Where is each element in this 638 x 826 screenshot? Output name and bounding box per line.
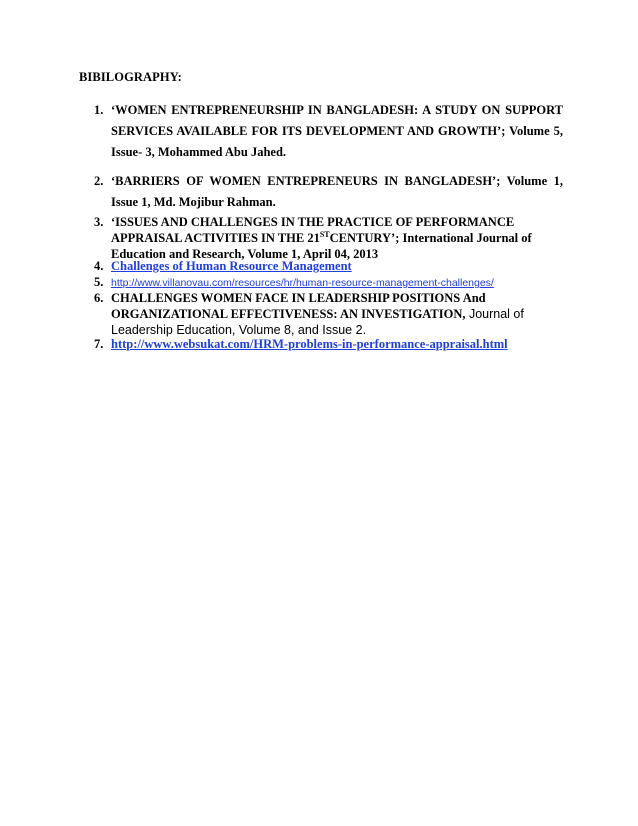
- reference-line: SERVICES AVAILABLE FOR ITS DEVELOPMENT AND GROWTH’; Volume 5,: [111, 124, 563, 138]
- reference-line: Issue 1, Md. Mojibur Rahman.: [111, 195, 276, 209]
- reference-number: 1.: [94, 103, 104, 117]
- reference-line-part: APPRAISAL ACTIVITIES IN THE 21: [111, 231, 320, 245]
- reference-item-2: [94, 173, 564, 213]
- reference-item-5: [94, 274, 564, 290]
- reference-line-part: CENTURY’; International Journal of: [329, 231, 532, 245]
- reference-number: 7.: [94, 337, 104, 351]
- reference-item-1: [94, 102, 564, 162]
- reference-line: [111, 230, 541, 246]
- reference-item-6: [94, 290, 564, 338]
- reference-link[interactable]: http://www.villanovau.com/resources/hr/human-resource-management-challenges/: [111, 277, 494, 289]
- reference-number: 5.: [94, 275, 104, 289]
- reference-text: [111, 173, 563, 210]
- reference-number: 3.: [94, 215, 104, 229]
- reference-line-part: ORGANIZATIONAL EFFECTIVENESS: AN INVESTIGATION,: [111, 307, 466, 321]
- reference-line: [111, 306, 563, 322]
- superscript: ST: [319, 230, 330, 239]
- reference-text: [111, 336, 563, 352]
- bibliography-heading: BIBILOGRAPHY:: [79, 70, 182, 84]
- reference-text: [111, 290, 563, 338]
- reference-text: [111, 258, 563, 274]
- reference-line: Leadership Education, Volume 8, and Issue 2.: [111, 323, 367, 337]
- reference-line-part: Journal of: [465, 307, 524, 321]
- reference-line: Issue- 3, Mohammed Abu Jahed.: [111, 145, 287, 159]
- reference-link[interactable]: Challenges of Human Resource Management: [111, 259, 352, 273]
- reference-link[interactable]: http://www.websukat.com/HRM-problems-in-performance-appraisal.html: [111, 337, 508, 351]
- reference-line: ‘BARRIERS OF WOMEN ENTREPRENEURS IN BANGLADESH’; Volume 1,: [111, 174, 563, 188]
- reference-line: CHALLENGES WOMEN FACE IN LEADERSHIP POSITIONS And: [111, 291, 486, 305]
- reference-number: 6.: [94, 291, 104, 305]
- reference-item-7: [94, 336, 564, 352]
- reference-text: [111, 102, 563, 160]
- reference-line: Education and Research, Volume 1, April 04, 2013: [111, 247, 379, 261]
- reference-item-3: [94, 214, 564, 262]
- reference-number: 4.: [94, 259, 104, 273]
- reference-line: ‘ISSUES AND CHALLENGES IN THE PRACTICE OF PERFORMANCE: [111, 215, 515, 229]
- reference-text: [111, 214, 541, 262]
- reference-text: [111, 274, 563, 291]
- reference-line: ‘WOMEN ENTREPRENEURSHIP IN BANGLADESH: A STUDY ON SUPPORT: [111, 103, 563, 117]
- reference-item-4: [94, 258, 564, 274]
- reference-number: 2.: [94, 174, 104, 188]
